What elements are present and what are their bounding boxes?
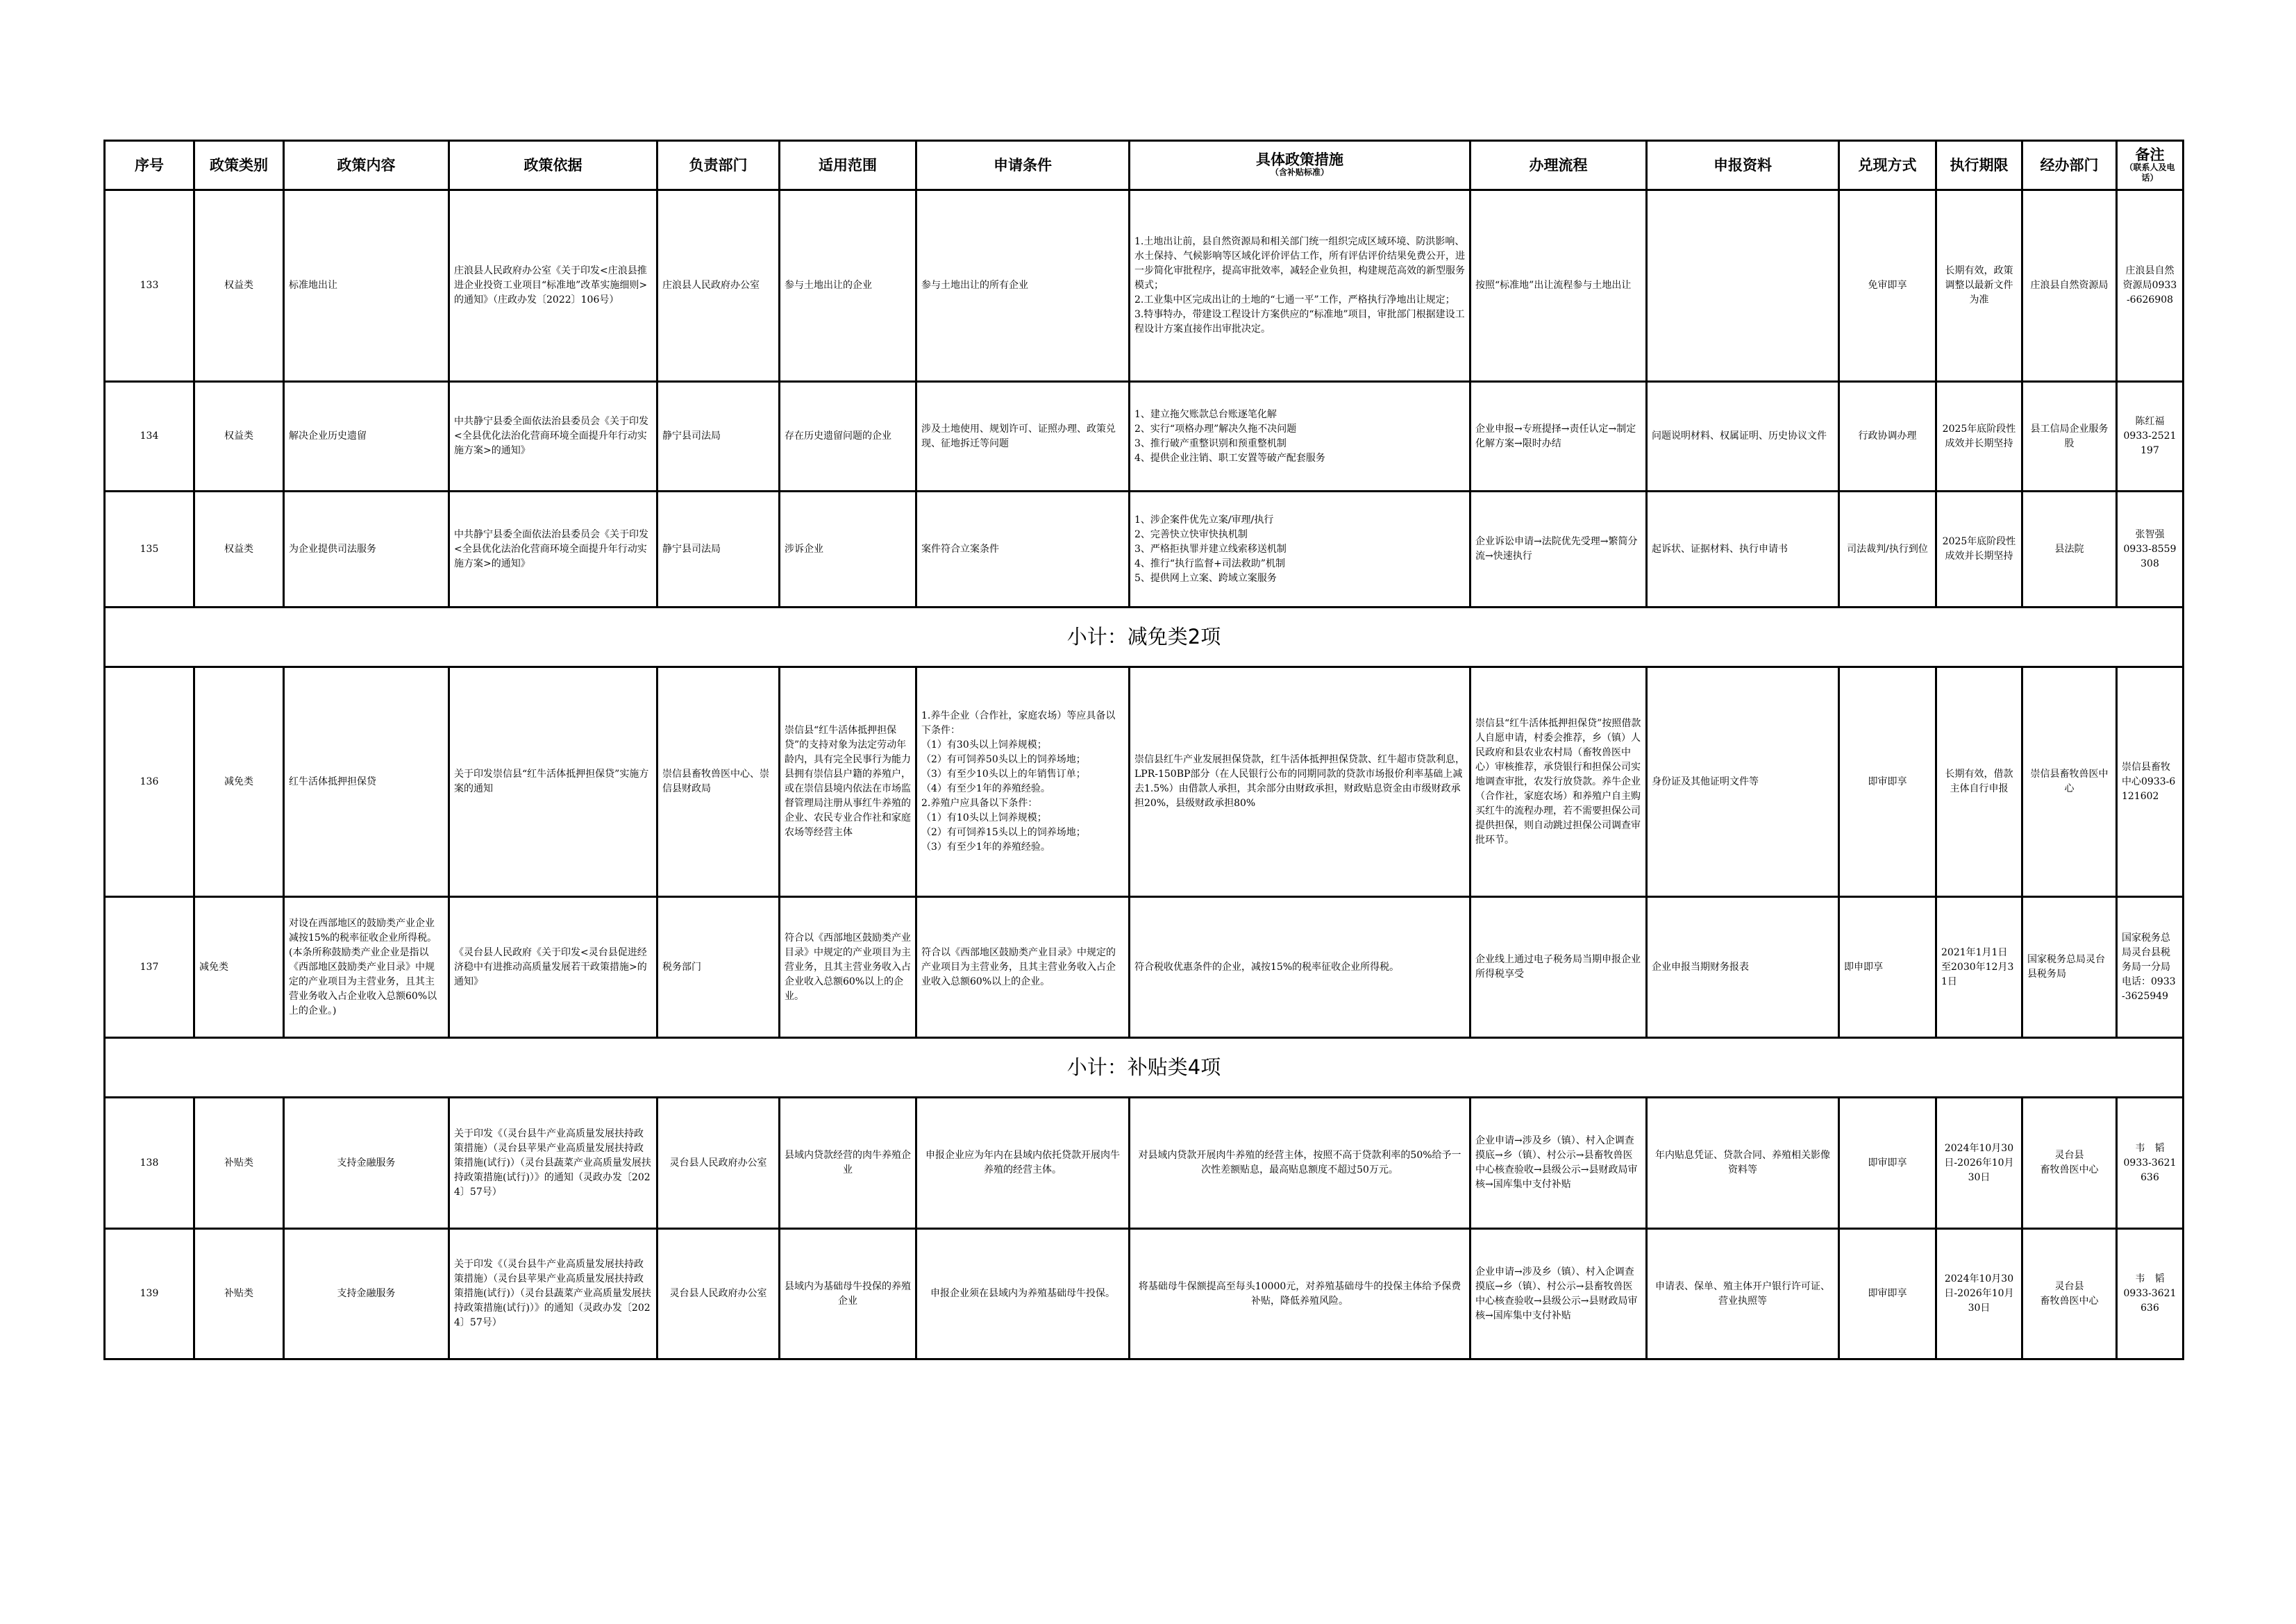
header-content: 政策内容 bbox=[284, 141, 449, 190]
cell-method: 即审即享 bbox=[1839, 1229, 1936, 1359]
cell-remarks: 国家税务总局灵台县税务局一分局电话：0933-3625949 bbox=[2117, 897, 2184, 1038]
subtotal-row-subsidy bbox=[105, 1038, 2184, 1098]
cell-period: 长期有效，借款主体自行申报 bbox=[1936, 667, 2022, 897]
cell-seq: 137 bbox=[105, 897, 194, 1038]
cell-scope: 符合以《西部地区鼓励类产业目录》中规定的产业项目为主营业务，且其主营业务收入占企业收入总额60%以上的企业。 bbox=[780, 897, 916, 1038]
policy-table bbox=[103, 140, 2184, 1360]
cell-dept: 税务部门 bbox=[657, 897, 780, 1038]
header-remarks-title: 备注 bbox=[2135, 146, 2165, 163]
cell-process: 按照“标准地”出让流程参与土地出让 bbox=[1470, 190, 1647, 382]
cell-period: 2025年底阶段性成效并长期坚持 bbox=[1936, 492, 2022, 608]
cell-measures: 1、涉企案件优先立案/审理/执行 2、完善快立快审快执机制 3、严格拒执罪并建立线索移送机制 4、推行“执行监督+司法救助”机制 5、提供网上立案、跨域立案服务 bbox=[1130, 492, 1470, 608]
header-category: 政策类别 bbox=[194, 141, 284, 190]
cell-scope: 存在历史遗留问题的企业 bbox=[780, 382, 916, 492]
cell-conditions: 参与土地出让的所有企业 bbox=[916, 190, 1130, 382]
cell-period: 2025年底阶段性成效并长期坚持 bbox=[1936, 382, 2022, 492]
cell-conditions: 申报企业须在县域内为养殖基础母牛投保。 bbox=[916, 1229, 1130, 1359]
cell-seq: 138 bbox=[105, 1098, 194, 1229]
cell-conditions: 1.养牛企业（合作社，家庭农场）等应具备以下条件： （1）有30头以上饲养规模； （2）有可饲养50头以上的饲养场地； （3）有至少10头以上的年销售订单； （4）有至少1年的养殖经验。 2.养殖户应具备以下条件： （1）有10头以上饲养规模； （2）有可饲养15头以上的饲养场地； （3）有至少1年的养殖经验。 bbox=[916, 667, 1130, 897]
cell-content: 对设在西部地区的鼓励类产业企业减按15%的税率征收企业所得税。(本条所称鼓励类产业企业是指以《西部地区鼓励类产业目录》中规定的产业项目为主营业务，且其主营业务收入占企业收入总额60%以上的企业。) bbox=[284, 897, 449, 1038]
cell-category: 补贴类 bbox=[194, 1098, 284, 1229]
subtotal-reduction-label: 小计：减免类2项 bbox=[105, 608, 2184, 667]
cell-scope: 涉诉企业 bbox=[780, 492, 916, 608]
header-method: 兑现方式 bbox=[1839, 141, 1936, 190]
header-remarks bbox=[2117, 141, 2184, 190]
header-remarks-subtitle: （联系人及电话） bbox=[2125, 162, 2175, 183]
cell-category: 权益类 bbox=[194, 492, 284, 608]
cell-remarks: 韦 韬 0933-3621636 bbox=[2117, 1098, 2184, 1229]
cell-conditions: 申报企业应为年内在县域内依托贷款开展肉牛养殖的经营主体。 bbox=[916, 1098, 1130, 1229]
table-row bbox=[105, 382, 2184, 492]
header-process: 办理流程 bbox=[1470, 141, 1647, 190]
cell-basis: 关于印发崇信县“红牛活体抵押担保贷”实施方案的通知 bbox=[449, 667, 657, 897]
cell-dept: 崇信县畜牧兽医中心、崇信县财政局 bbox=[657, 667, 780, 897]
cell-method: 即申即享 bbox=[1839, 897, 1936, 1038]
cell-materials: 问题说明材料、权属证明、历史协议文件 bbox=[1647, 382, 1839, 492]
cell-period: 长期有效，政策调整以最新文件为准 bbox=[1936, 190, 2022, 382]
cell-conditions: 涉及土地使用、规划许可、证照办理、政策兑现、征地拆迁等问题 bbox=[916, 382, 1130, 492]
cell-remarks: 陈红福 0933-2521197 bbox=[2117, 382, 2184, 492]
cell-process: 崇信县“红牛活体抵押担保贷”按照借款人自愿申请，村委会推荐，乡（镇）人民政府和县农业农村局（畜牧兽医中心）审核推荐，承贷银行和担保公司实地调查审批，农发行放贷款。养牛企业（合作社，家庭农场）和养殖户自主购买红牛的流程办理，若不需要担保公司提供担保，则自动跳过担保公司调查审批环节。 bbox=[1470, 667, 1647, 897]
cell-scope: 县域内贷款经营的肉牛养殖企业 bbox=[780, 1098, 916, 1229]
cell-materials bbox=[1647, 190, 1839, 382]
header-measures-subtitle: （含补贴标准） bbox=[1270, 167, 1329, 177]
cell-process: 企业线上通过电子税务局当期申报企业所得税享受 bbox=[1470, 897, 1647, 1038]
cell-basis: 中共静宁县委全面依法治县委员会《关于印发<全县优化法治化营商环境全面提升年行动实施方案>的通知》 bbox=[449, 492, 657, 608]
cell-period: 2021年1月1日至2030年12月31日 bbox=[1936, 897, 2022, 1038]
cell-remarks: 韦 韬 0933-3621636 bbox=[2117, 1229, 2184, 1359]
cell-seq: 133 bbox=[105, 190, 194, 382]
cell-dept: 静宁县司法局 bbox=[657, 492, 780, 608]
cell-content: 支持金融服务 bbox=[284, 1229, 449, 1359]
cell-dept: 静宁县司法局 bbox=[657, 382, 780, 492]
cell-category: 减免类 bbox=[194, 897, 284, 1038]
cell-measures: 符合税收优惠条件的企业，减按15%的税率征收企业所得税。 bbox=[1130, 897, 1470, 1038]
cell-content: 支持金融服务 bbox=[284, 1098, 449, 1229]
subtotal-row-reduction bbox=[105, 608, 2184, 667]
cell-process: 企业诉讼申请→法院优先受理→繁简分流→快速执行 bbox=[1470, 492, 1647, 608]
table-row bbox=[105, 1098, 2184, 1229]
table-row bbox=[105, 1229, 2184, 1359]
cell-materials: 申请表、保单、殖主体开户银行许可证、营业执照等 bbox=[1647, 1229, 1839, 1359]
subtotal-subsidy-label: 小计：补贴类4项 bbox=[105, 1038, 2184, 1098]
cell-category: 权益类 bbox=[194, 190, 284, 382]
header-seq: 序号 bbox=[105, 141, 194, 190]
cell-measures: 1.土地出让前，县自然资源局和相关部门统一组织完成区域环境、防洪影响、水土保持、气候影响等区域化评价评估工作，所有评估评价结果免费公开，进一步简化审批程序，提高审批效率，减轻企业负担，构建规范高效的新型服务模式； 2.工业集中区完成出让的土地的“七通一平”工作，严格执行净地出让规定； 3.特事特办，带建设工程设计方案供应的“标准地”项目，审批部门根据建设工程设计方案直接作出审批决定。 bbox=[1130, 190, 1470, 382]
header-basis: 政策依据 bbox=[449, 141, 657, 190]
cell-materials: 身份证及其他证明文件等 bbox=[1647, 667, 1839, 897]
header-measures-title: 具体政策措施 bbox=[1256, 151, 1343, 168]
cell-scope: 崇信县“红牛活体抵押担保贷”的支持对象为法定劳动年龄内，具有完全民事行为能力县拥有崇信县户籍的养殖户，或在崇信县境内依法在市场监督管理局注册从事红牛养殖的企业、农民专业合作社和家庭农场等经营主体 bbox=[780, 667, 916, 897]
cell-basis: 关于印发《（灵台县牛产业高质量发展扶持政策措施）（灵台县苹果产业高质量发展扶持政策措施(试行)）（灵台县蔬菜产业高质量发展扶持政策措施(试行)）》的通知（灵政办发〔2024〕57号） bbox=[449, 1229, 657, 1359]
cell-category: 权益类 bbox=[194, 382, 284, 492]
header-conditions: 申请条件 bbox=[916, 141, 1130, 190]
cell-content: 标准地出让 bbox=[284, 190, 449, 382]
header-scope: 适用范围 bbox=[780, 141, 916, 190]
cell-content: 解决企业历史遗留 bbox=[284, 382, 449, 492]
cell-measures: 1、建立拖欠账款总台账逐笔化解 2、实行“项格办理”解决久拖不决问题 3、推行破产重整识别和预重整机制 4、提供企业注销、职工安置等破产配套服务 bbox=[1130, 382, 1470, 492]
cell-method: 免审即享 bbox=[1839, 190, 1936, 382]
cell-remarks: 崇信县畜牧中心0933-6121602 bbox=[2117, 667, 2184, 897]
cell-category: 补贴类 bbox=[194, 1229, 284, 1359]
cell-method: 即审即享 bbox=[1839, 1098, 1936, 1229]
cell-office: 县工信局企业服务股 bbox=[2022, 382, 2117, 492]
table-row bbox=[105, 492, 2184, 608]
cell-office: 国家税务总局灵台县税务局 bbox=[2022, 897, 2117, 1038]
header-period: 执行期限 bbox=[1936, 141, 2022, 190]
cell-scope: 县域内为基础母牛投保的养殖企业 bbox=[780, 1229, 916, 1359]
cell-conditions: 案件符合立案条件 bbox=[916, 492, 1130, 608]
cell-conditions: 符合以《西部地区鼓励类产业目录》中规定的产业项目为主营业务，且其主营业务收入占企业收入总额60%以上的企业。 bbox=[916, 897, 1130, 1038]
cell-materials: 企业申报当期财务报表 bbox=[1647, 897, 1839, 1038]
table-row bbox=[105, 667, 2184, 897]
cell-period: 2024年10月30日-2026年10月30日 bbox=[1936, 1098, 2022, 1229]
cell-content: 红牛活体抵押担保贷 bbox=[284, 667, 449, 897]
cell-seq: 139 bbox=[105, 1229, 194, 1359]
policy-table-sheet bbox=[103, 140, 2182, 1360]
cell-remarks: 张智强 0933-8559308 bbox=[2117, 492, 2184, 608]
cell-method: 司法裁判/执行到位 bbox=[1839, 492, 1936, 608]
cell-dept: 庄浪县人民政府办公室 bbox=[657, 190, 780, 382]
cell-measures: 将基础母牛保额提高至每头10000元，对养殖基础母牛的投保主体给予保费补贴，降低养殖风险。 bbox=[1130, 1229, 1470, 1359]
cell-materials: 年内贴息凭证、贷款合同、养殖相关影像资料等 bbox=[1647, 1098, 1839, 1229]
cell-dept: 灵台县人民政府办公室 bbox=[657, 1229, 780, 1359]
header-row bbox=[105, 141, 2184, 190]
cell-method: 行政协调办理 bbox=[1839, 382, 1936, 492]
cell-basis: 中共静宁县委全面依法治县委员会《关于印发<全县优化法治化营商环境全面提升年行动实施方案>的通知》 bbox=[449, 382, 657, 492]
cell-office: 崇信县畜牧兽医中心 bbox=[2022, 667, 2117, 897]
header-dept: 负责部门 bbox=[657, 141, 780, 190]
table-row bbox=[105, 190, 2184, 382]
cell-measures: 对县域内贷款开展肉牛养殖的经营主体，按照不高于贷款利率的50%给予一次性差额贴息，最高贴息额度不超过50万元。 bbox=[1130, 1098, 1470, 1229]
cell-method: 即审即享 bbox=[1839, 667, 1936, 897]
cell-process: 企业申报→专班提择→责任认定→制定化解方案→限时办结 bbox=[1470, 382, 1647, 492]
cell-content: 为企业提供司法服务 bbox=[284, 492, 449, 608]
header-office: 经办部门 bbox=[2022, 141, 2117, 190]
header-materials: 申报资料 bbox=[1647, 141, 1839, 190]
cell-office: 县法院 bbox=[2022, 492, 2117, 608]
cell-office: 灵台县 畜牧兽医中心 bbox=[2022, 1229, 2117, 1359]
cell-materials: 起诉状、证据材料、执行申请书 bbox=[1647, 492, 1839, 608]
cell-period: 2024年10月30日-2026年10月30日 bbox=[1936, 1229, 2022, 1359]
cell-office: 灵台县 畜牧兽医中心 bbox=[2022, 1098, 2117, 1229]
cell-scope: 参与土地出让的企业 bbox=[780, 190, 916, 382]
cell-process: 企业申请→涉及乡（镇）、村入企调查摸底→乡（镇）、村公示→县畜牧兽医中心核查验收→县级公示→县财政局审核→国库集中支付补贴 bbox=[1470, 1229, 1647, 1359]
cell-basis: 关于印发《（灵台县牛产业高质量发展扶持政策措施）（灵台县苹果产业高质量发展扶持政策措施(试行)）（灵台县蔬菜产业高质量发展扶持政策措施(试行)）》的通知（灵政办发〔2024〕57号） bbox=[449, 1098, 657, 1229]
table-row bbox=[105, 897, 2184, 1038]
cell-seq: 136 bbox=[105, 667, 194, 897]
cell-office: 庄浪县自然资源局 bbox=[2022, 190, 2117, 382]
cell-seq: 134 bbox=[105, 382, 194, 492]
cell-remarks: 庄浪县自然资源局0933-6626908 bbox=[2117, 190, 2184, 382]
cell-seq: 135 bbox=[105, 492, 194, 608]
cell-basis: 庄浪县人民政府办公室《关于印发<庄浪县推进企业投资工业项目“标准地”改革实施细则>的通知》（庄政办发〔2022〕106号） bbox=[449, 190, 657, 382]
header-measures bbox=[1130, 141, 1470, 190]
cell-measures: 崇信县红牛产业发展担保贷款，红牛活体抵押担保贷款、红牛超市贷款利息，LPR-150BP部分（在人民银行公布的同期同款的贷款市场报价利率基础上减去1.5%）由借款人承担，其余部分由财政承担，财政贴息资金由市级财政承担20%，县级财政承担80% bbox=[1130, 667, 1470, 897]
cell-dept: 灵台县人民政府办公室 bbox=[657, 1098, 780, 1229]
cell-basis: 《灵台县人民政府《关于印发<灵台县促进经济稳中有进推动高质量发展若干政策措施>的通知》 bbox=[449, 897, 657, 1038]
cell-category: 减免类 bbox=[194, 667, 284, 897]
cell-process: 企业申请→涉及乡（镇）、村入企调查摸底→乡（镇）、村公示→县畜牧兽医中心核查验收→县级公示→县财政局审核→国库集中支付补贴 bbox=[1470, 1098, 1647, 1229]
